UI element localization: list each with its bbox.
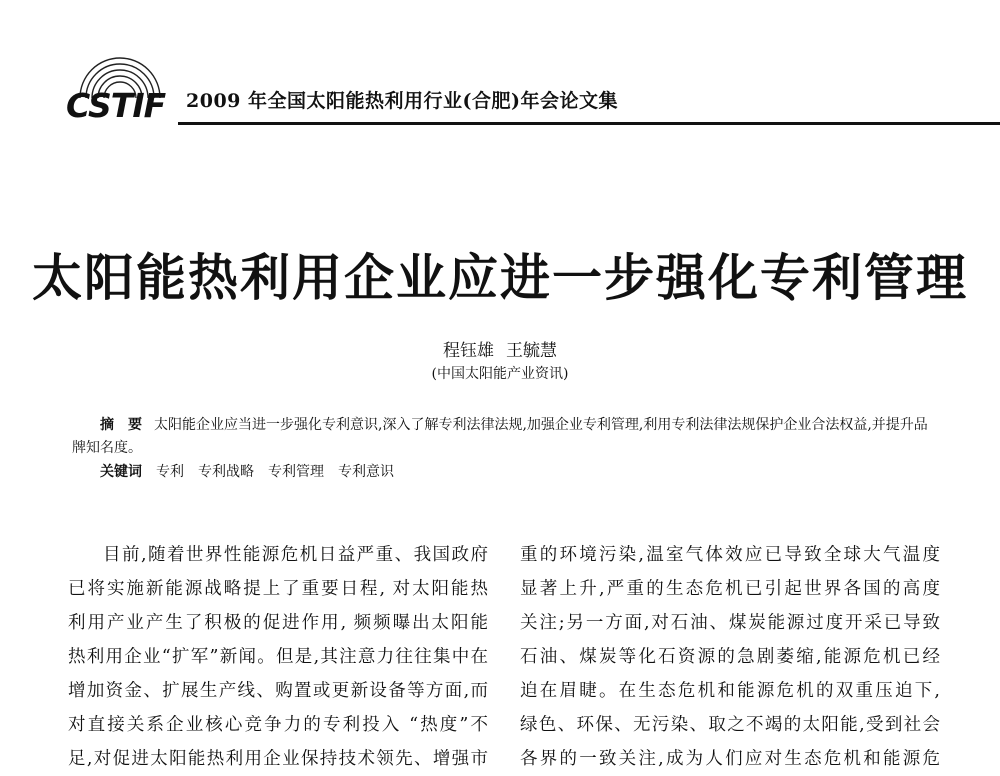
keyword: 专利意识 bbox=[338, 464, 394, 480]
journal-title: 2009 年全国太阳能热利用行业(合肥)年会论文集 bbox=[186, 90, 618, 112]
keyword: 专利战略 bbox=[198, 464, 254, 480]
body-column-right bbox=[520, 538, 940, 776]
body-line: 已将实施新能源战略提上了重要日程, 对太阳能热 bbox=[68, 579, 488, 599]
body-line: 各界的一致关注,成为人们应对生态危机和能源危 bbox=[520, 749, 940, 769]
cstif-logo bbox=[66, 52, 176, 124]
body-line: 迫在眉睫。在生态危机和能源危机的双重压迫下, bbox=[520, 681, 940, 701]
keywords-label: 关键词 bbox=[100, 464, 142, 480]
body-line: 显著上升,严重的生态危机已引起世界各国的高度 bbox=[520, 579, 940, 599]
body-line: 热利用企业“扩军”新闻。但是,其注意力往往集中在 bbox=[68, 647, 488, 667]
authors bbox=[0, 340, 1000, 362]
body-line: 关注;另一方面,对石油、煤炭能源过度开采已导致 bbox=[520, 613, 940, 633]
author-name: 程钰雄 bbox=[443, 341, 494, 361]
body-line: 目前,随着世界性能源危机日益严重、我国政府 bbox=[103, 545, 488, 565]
author-name: 王毓慧 bbox=[506, 341, 557, 361]
affiliation: (中国太阳能产业资讯) bbox=[431, 366, 569, 382]
abstract-label: 摘 要 bbox=[100, 417, 142, 433]
paper-title: 太阳能热利用企业应进一步强化专利管理 bbox=[32, 248, 968, 307]
abstract-text: 太阳能企业应当进一步强化专利意识,深入了解专利法律法规,加强企业专利管理,利用专利法律法规保护企业合法权益,并提升品牌知名度。 bbox=[72, 417, 928, 456]
body-line: 利用产业产生了积极的促进作用, 频频曝出太阳能 bbox=[68, 613, 488, 633]
body-line: 绿色、环保、无污染、取之不竭的太阳能,受到社会 bbox=[520, 715, 940, 735]
header-divider bbox=[178, 122, 1000, 125]
keyword: 专利 bbox=[156, 464, 184, 480]
body-line: 石油、煤炭等化石资源的急剧萎缩,能源危机已经 bbox=[520, 647, 940, 667]
body-line: 对直接关系企业核心竞争力的专利投入 “热度”不 bbox=[68, 715, 488, 735]
body-line: 重的环境污染,温室气体效应已导致全球大气温度 bbox=[520, 545, 940, 565]
body-column-left bbox=[68, 538, 488, 776]
body-line: 增加资金、扩展生产线、购置或更新设备等方面,而 bbox=[68, 681, 488, 701]
keyword: 专利管理 bbox=[268, 464, 324, 480]
abstract bbox=[72, 414, 940, 460]
keywords bbox=[100, 461, 408, 483]
logo-text: CSTIF bbox=[66, 86, 166, 125]
body-line: 足,对促进太阳能热利用企业保持技术领先、增强市 bbox=[68, 749, 488, 769]
